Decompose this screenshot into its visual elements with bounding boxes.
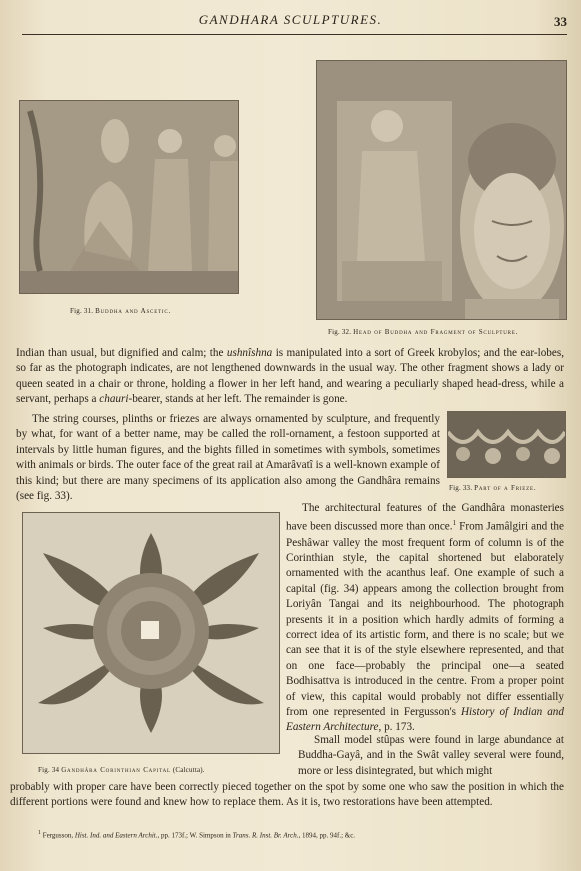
figure-33-title: Part of a Frieze. — [474, 484, 537, 492]
figure-32-number: Fig. 32. — [328, 328, 352, 336]
footnote-ref-1: 1 — [452, 519, 457, 528]
paragraph-4-wide — [10, 780, 564, 811]
footnote-text-c: , 1894, pp. 94f.; &c. — [298, 831, 356, 840]
paragraph-2-text: The string courses, plinths or friezes are always ornamented by sculpture, and frequently by what, for want of a better name, may be called the roll-ornament, a festoon supported at intervals by little human figures, and the bights filled in sometimes with symbols, sometimes with animals or birds. The outer face of the great rail at Amarâvatî is a well-known example of this kind; but there are many specimens of its application also among the Gandhâra remains (see fig. 33). — [16, 413, 440, 503]
paragraph-1-term-2: chauri — [99, 393, 129, 406]
figure-31-title: Buddha and Ascetic. — [95, 307, 172, 315]
header-rule — [22, 34, 567, 35]
footnote-ref-fergusson: Hist. Ind. and Eastern Archit. — [74, 831, 158, 840]
paragraph-1-text-a: Indian than usual, but dignified and calm; the — [16, 347, 227, 359]
paragraph-4-text-narrow: Small model stûpas were found in large abundance at Buddha-Gayâ, and in the Swât valley several were found, more or less disintegrated, but which might — [298, 734, 564, 777]
page-number: 33 — [554, 14, 567, 29]
figure-31-number: Fig. 31. — [70, 307, 94, 315]
figure-32-title: Head of Buddha and Fragment of Sculpture. — [353, 328, 519, 336]
paragraph-4-narrow — [298, 733, 564, 779]
footnote-text-b: , pp. 173f.; W. Simpson in — [157, 831, 233, 840]
footnote-text-a: Fergusson, — [40, 831, 75, 840]
running-title: GANDHARA SCULPTURES. — [198, 12, 383, 27]
paragraph-3-book-title: History of Indian and Eastern Architecture — [286, 706, 564, 734]
figure-33-number: Fig. 33. — [449, 484, 473, 492]
paragraph-1-text-c: -bearer, stands at her left. The remainder is gone. — [128, 393, 348, 406]
paragraph-4-text-wide: probably with proper care have been correctly pieced together on the spot by some one who saw the position in which the different portions were found and knew how to replace them. As it is, two restorations have been attempted. — [10, 781, 564, 809]
footnote-ref-simpson: Trans. R. Inst. Br. Arch. — [232, 831, 299, 840]
paragraph-3-text-b: From Jamâlgiri and the Peshâwar valley the most frequent form of column is of the Corinthian style, the capital shortened but elaborately ornamented with the acanthus leaf. One example of such a capital (fig. 34) appears among the collection brought from Loriyân Tangai and its neighbourhood. The photograph presents it in a position which hardly admits of forming a correct idea of its artistic form, and there is no scale; but we can see that it is of the style elsewhere represented, and that on one face—probably the principal one—a seated Bodhisattva is introduced in the centre. From a proper point of view, this capital would probably not differ essentially from one represented in Fergusson's — [286, 521, 564, 719]
paragraph-1 — [16, 346, 564, 408]
paragraph-1-term: ushnîshna — [226, 347, 273, 359]
figure-31-caption — [70, 307, 171, 315]
footnote — [38, 830, 355, 839]
figure-31-image — [19, 100, 239, 294]
paragraph-3-text-c: , p. 173. — [378, 721, 415, 734]
paragraph-3-text-a: The architectural features of the Gandhâra monasteries have been discussed more than once. — [286, 502, 564, 534]
footnote-mark: 1 — [38, 830, 41, 836]
paragraph-2 — [16, 412, 440, 504]
figure-32-caption — [328, 328, 518, 336]
figure-34-location: (Calcutta). — [172, 766, 205, 774]
figure-34-image — [22, 512, 280, 754]
figure-32-image — [316, 60, 567, 320]
figure-34-title: Gandhâra Corinthian Capital — [61, 766, 171, 774]
figure-34-caption — [38, 766, 205, 774]
figure-33-image — [447, 411, 566, 478]
paragraph-1-text-b: is manipulated into a sort of Greek krobylos; and the ear-lobes, so far as the photograph indicates, are not lengthened downwards in the usual way. The other fragment shows a lady or queen seated in a chair or throne, holding a flower in her left hand, and wearing a peculiarly shaped head-dress, while a servant, perhaps a — [16, 347, 564, 406]
figure-33-caption — [449, 484, 536, 492]
paragraph-3 — [286, 501, 564, 736]
figure-34-number: Fig. 34 — [38, 766, 60, 774]
